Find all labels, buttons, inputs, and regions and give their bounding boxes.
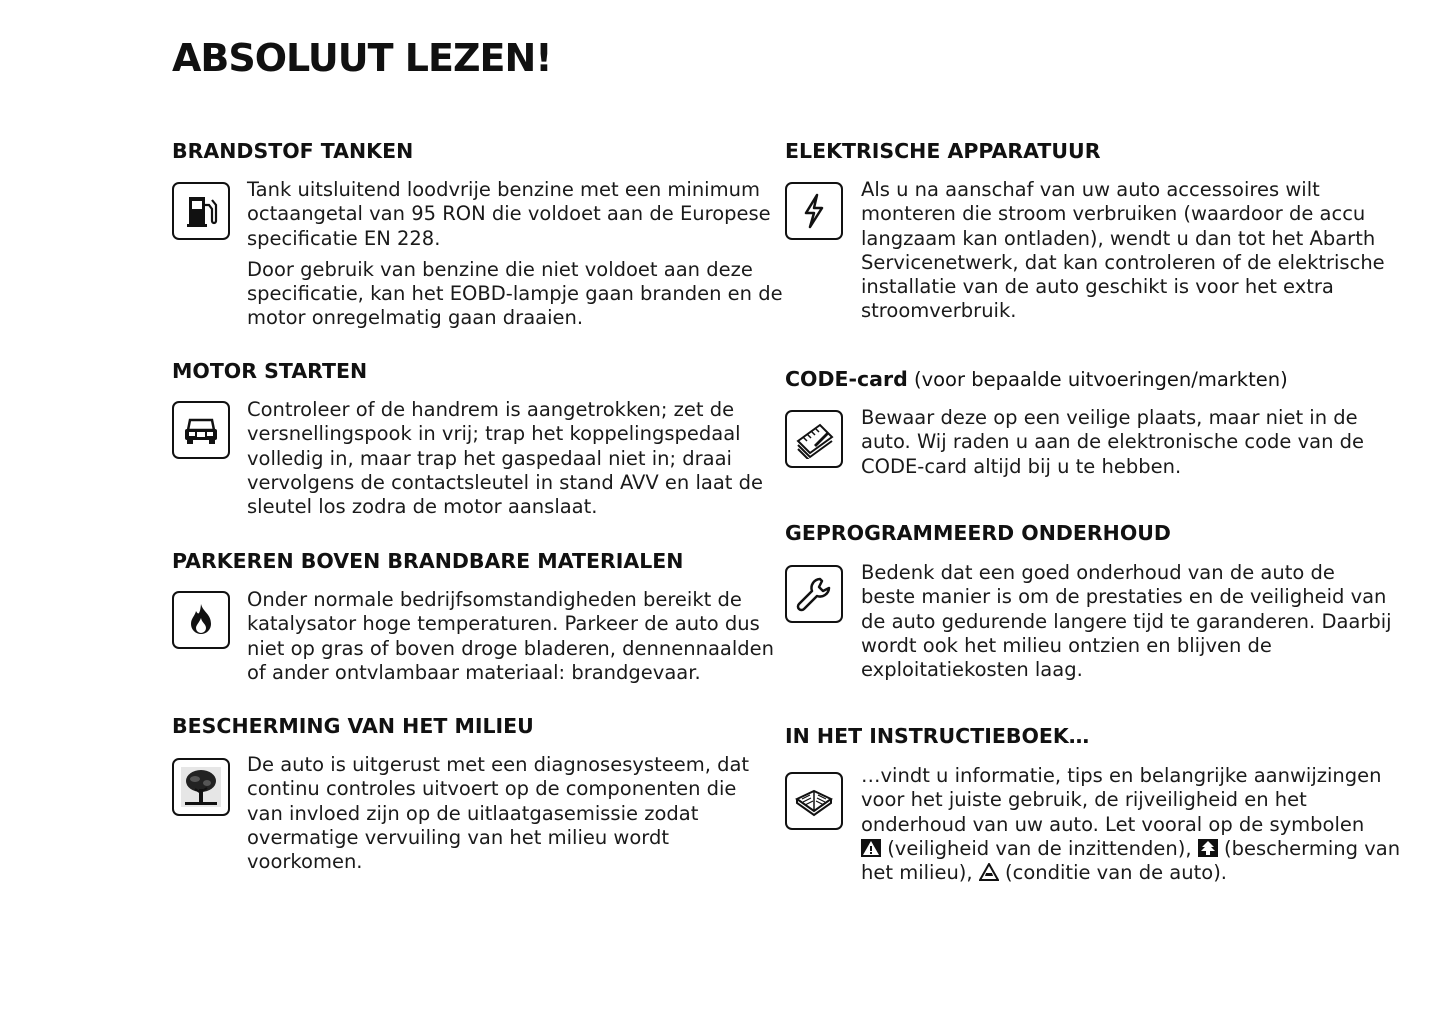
text-motor-starten: [247, 398, 763, 519]
symbols-text: (conditie van de auto).: [998, 861, 1227, 885]
open-book-icon: [785, 772, 843, 830]
text-code-card: [861, 406, 1364, 479]
occupant-safety-warning-icon: [861, 839, 881, 857]
page-title: ABSOLUUT LEZEN!: [172, 36, 552, 80]
heading-onderhoud: GEPROGRAMMEERD ONDERHOUD: [785, 521, 1171, 545]
paragraph: [247, 398, 763, 519]
paragraph: [861, 764, 1400, 885]
text-line: niet op gras of boven droge bladeren, dennennaalden: [247, 636, 775, 660]
text-elektrische-apparatuur: [861, 178, 1385, 324]
paragraph: [247, 178, 783, 251]
text-line: katalysator hoge temperaturen. Parkeer de auto dus: [247, 612, 760, 636]
text-line: vervolgens de contactsleutel in stand AVV en laat de: [247, 470, 763, 494]
text-onderhoud: [861, 561, 1392, 682]
text-line: auto. Wij raden u aan de elektronische code van de: [861, 430, 1365, 454]
car-condition-warning-icon: [979, 863, 999, 881]
heading-parkeren: PARKEREN BOVEN BRANDBARE MATERIALEN: [172, 549, 684, 573]
text-line: overmatige vervuiling van het milieu wordt: [247, 825, 669, 849]
paragraph: [861, 178, 1385, 324]
text-line: van invloed zijn op de uitlaatgasemissie zodat: [247, 801, 699, 825]
text-line: Controleer of de handrem is aangetrokken; zet de: [247, 398, 735, 421]
text-brandstof-tanken: [247, 178, 783, 331]
text-line: octaangetal van 95 RON die voldoet aan de Europese: [247, 202, 771, 226]
text-line: …vindt u informatie, tips en belangrijke aanwijzingen: [861, 764, 1382, 787]
text-line: installatie van de auto geschikt is voor het extra: [861, 275, 1334, 299]
text-parkeren: [247, 588, 774, 685]
text-line: volledig in, maar trap het gaspedaal niet in; draai: [247, 446, 732, 470]
environment-protection-icon: [1198, 839, 1218, 857]
text-line: Door gebruik van benzine die niet voldoet aan deze: [247, 257, 753, 281]
paragraph: [247, 588, 774, 685]
text-line: wordt ook het milieu ontzien en blijven de: [861, 633, 1272, 657]
text-line: de auto gedurende langere tijd te garanderen. Daarbij: [861, 609, 1392, 633]
paragraph: [861, 561, 1392, 682]
text-line: specificatie EN 228.: [247, 226, 441, 250]
text-line: beste manier is om de prestaties en de veiligheid van: [861, 585, 1387, 609]
text-line: voor het juiste gebruik, de rijveiligheid en het: [861, 788, 1307, 812]
heading-code-card: [785, 367, 1288, 391]
symbols-text: (bescherming van: [1217, 836, 1401, 860]
car-front-icon: [172, 401, 230, 459]
text-line: monteren die stroom verbruiken (waardoor de accu: [861, 202, 1366, 226]
paragraph: [247, 753, 749, 874]
text-line: Servicenetwerk, dat kan controleren of de elektrische: [861, 250, 1385, 274]
symbols-text: het milieu),: [861, 861, 979, 885]
text-line: Als u na aanschaf van uw auto accessoires wilt: [861, 178, 1320, 201]
flame-icon: [172, 591, 230, 649]
text-instructieboek: [861, 764, 1400, 885]
text-line: exploitatiekosten laag.: [861, 658, 1083, 682]
paragraph: [861, 406, 1364, 479]
text-line: De auto is uitgerust met een diagnosesysteem, dat: [247, 753, 750, 776]
text-line: onderhoud van uw auto. Let vooral op de symbolen: [861, 812, 1365, 836]
text-line: Tank uitsluitend loodvrije benzine met een minimum: [247, 178, 760, 201]
heading-instructieboek: IN HET INSTRUCTIEBOEK…: [785, 724, 1090, 748]
notebook-pencil-icon: [785, 410, 843, 468]
heading-milieu: BESCHERMING VAN HET MILIEU: [172, 714, 534, 738]
paragraph: [247, 258, 783, 331]
text-line: voorkomen.: [247, 850, 363, 874]
text-line: CODE-card altijd bij u te hebben.: [861, 454, 1182, 478]
text-line: Onder normale bedrijfsomstandigheden bereikt de: [247, 588, 742, 611]
text-line: specificatie, kan het EOBD-lampje gaan branden en de: [247, 282, 783, 306]
tree-icon: [172, 758, 230, 816]
symbols-text: (veiligheid van de inzittenden),: [881, 836, 1198, 860]
text-line: of ander ontvlambaar materiaal: brandgevaar.: [247, 660, 701, 684]
fuel-pump-icon: [172, 182, 230, 240]
wrench-icon: [785, 565, 843, 623]
lightning-bolt-icon: [785, 182, 843, 240]
text-line: continu controles uitvoert op de componenten die: [247, 777, 737, 801]
text-line: versnellingspook in vrij; trap het koppelingspedaal: [247, 422, 741, 446]
text-milieu: [247, 753, 749, 874]
text-line: Bedenk dat een goed onderhoud van de auto de: [861, 561, 1335, 584]
heading-motor-starten: MOTOR STARTEN: [172, 359, 368, 383]
text-line: Bewaar deze op een veilige plaats, maar niet in de: [861, 406, 1358, 429]
text-line: langzaam kan ontladen), wendt u dan tot het Abarth: [861, 226, 1376, 250]
text-line: motor onregelmatig gaan draaien.: [247, 306, 584, 330]
heading-code-card-title: CODE-card: [785, 367, 908, 391]
heading-code-card-suffix: (voor bepaalde uitvoeringen/markten): [907, 368, 1288, 391]
text-line: sleutel los zodra de motor aanslaat.: [247, 495, 598, 519]
heading-elektrische-apparatuur: ELEKTRISCHE APPARATUUR: [785, 139, 1101, 163]
text-line: stroomverbruik.: [861, 299, 1017, 323]
heading-brandstof-tanken: BRANDSTOF TANKEN: [172, 139, 414, 163]
